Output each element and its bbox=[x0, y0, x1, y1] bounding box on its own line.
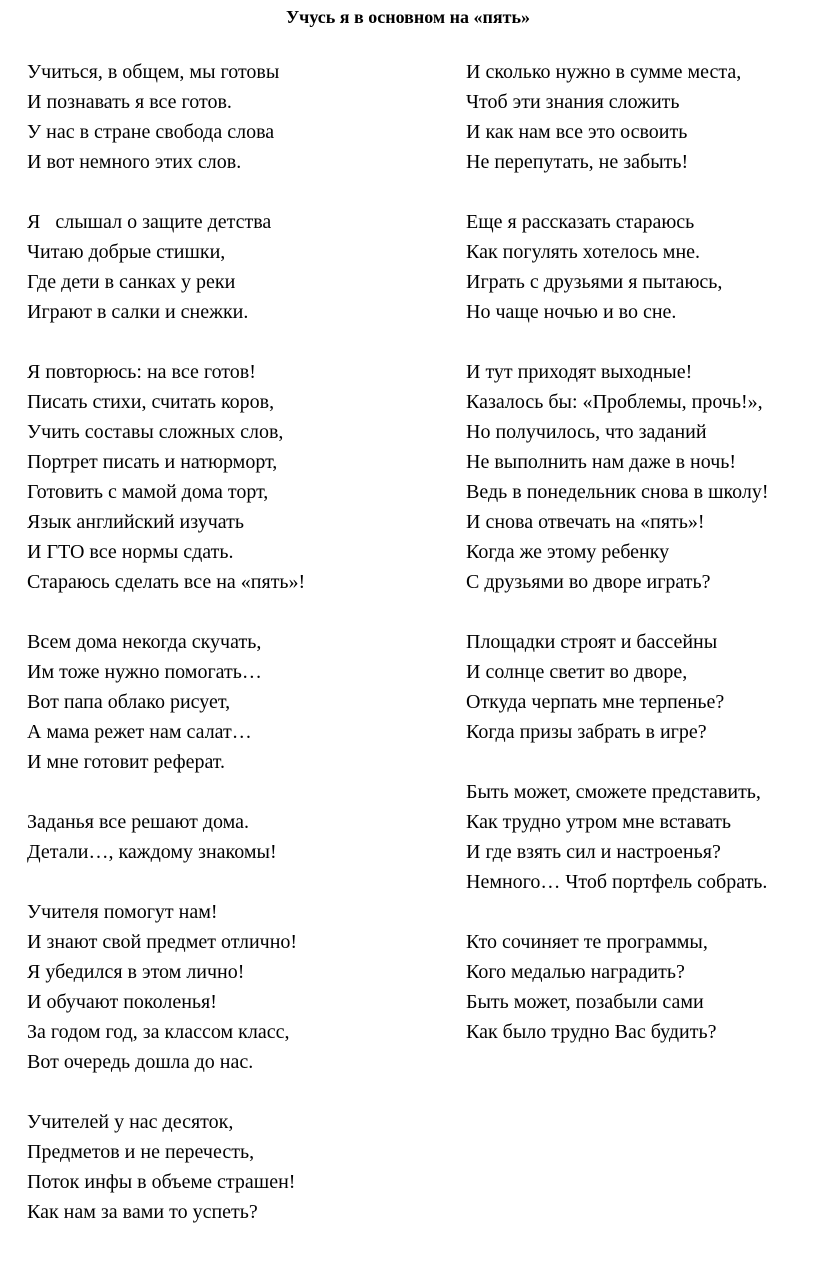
poem-line: Когда призы забрать в игре? bbox=[466, 721, 707, 743]
poem-line: И тут приходят выходные! bbox=[466, 361, 693, 383]
poem-line: Учить составы сложных слов, bbox=[27, 421, 284, 443]
poem-line: С друзьями во дворе играть? bbox=[466, 571, 711, 593]
stanza bbox=[27, 897, 427, 1077]
poem-line: Играть с друзьями я пытаюсь, bbox=[466, 271, 723, 293]
poem-line: Где дети в санках у реки bbox=[27, 271, 236, 293]
stanza bbox=[466, 927, 811, 1047]
poem-line: И знают свой предмет отлично! bbox=[27, 931, 298, 953]
poem-line: У нас в стране свобода слова bbox=[27, 121, 275, 143]
poem-line: Казалось бы: «Проблемы, прочь!», bbox=[466, 391, 763, 413]
stanza bbox=[27, 357, 427, 597]
poem-line: Как погулять хотелось мне. bbox=[466, 241, 701, 263]
poem-line: Заданья все решают дома. bbox=[27, 811, 250, 833]
poem-line: Кого медалью наградить? bbox=[466, 961, 685, 983]
poem-line: Писать стихи, считать коров, bbox=[27, 391, 275, 413]
poem-line: И обучают поколенья! bbox=[27, 991, 217, 1013]
stanza bbox=[27, 207, 427, 327]
poem-line: И мне готовит реферат. bbox=[27, 751, 226, 773]
poem-line: Играют в салки и снежки. bbox=[27, 301, 249, 323]
poem-line: Им тоже нужно помогать… bbox=[27, 661, 262, 683]
poem-line: И ГТО все нормы сдать. bbox=[27, 541, 234, 563]
poem-line: Но получилось, что заданий bbox=[466, 421, 707, 443]
poem-line: Учителей у нас десяток, bbox=[27, 1111, 234, 1133]
poem-line: Готовить с мамой дома торт, bbox=[27, 481, 269, 503]
poem-line: Но чаще ночью и во сне. bbox=[466, 301, 677, 323]
poem-line: И вот немного этих слов. bbox=[27, 151, 242, 173]
poem-line: Предметов и не перечесть, bbox=[27, 1141, 255, 1163]
poem-line: Быть может, позабыли сами bbox=[466, 991, 704, 1013]
poem-line: Учителя помогут нам! bbox=[27, 901, 218, 923]
poem-line: Кто сочиняет те программы, bbox=[466, 931, 708, 953]
poem-line: Вот папа облако рисует, bbox=[27, 691, 231, 713]
poem-line: Еще я рассказать стараюсь bbox=[466, 211, 695, 233]
poem-line: И где взять сил и настроенья? bbox=[466, 841, 721, 863]
poem-line: Читаю добрые стишки, bbox=[27, 241, 226, 263]
stanza bbox=[27, 807, 427, 867]
poem-line: Учиться, в общем, мы готовы bbox=[27, 61, 280, 83]
poem-line: Не перепутать, не забыть! bbox=[466, 151, 689, 173]
poem-line: А мама режет нам салат… bbox=[27, 721, 252, 743]
poem-line: Быть может, сможете представить, bbox=[466, 781, 761, 803]
stanza bbox=[27, 57, 427, 177]
left-column bbox=[27, 57, 427, 1257]
stanza bbox=[27, 1107, 427, 1227]
poem-line: И сколько нужно в сумме места, bbox=[466, 61, 742, 83]
poem-line: Я повторюсь: на все готов! bbox=[27, 361, 256, 383]
poem-line: Как трудно утром мне вставать bbox=[466, 811, 731, 833]
poem-line: Поток инфы в объеме страшен! bbox=[27, 1171, 296, 1193]
poem-line: Чтоб эти знания сложить bbox=[466, 91, 680, 113]
poem-line: Язык английский изучать bbox=[27, 511, 245, 533]
stanza bbox=[466, 627, 811, 747]
poem-line: За годом год, за классом класс, bbox=[27, 1021, 290, 1043]
stanza bbox=[466, 207, 811, 327]
poem-line: Откуда черпать мне терпенье? bbox=[466, 691, 725, 713]
poem-line: Вот очередь дошла до нас. bbox=[27, 1051, 254, 1073]
poem-line: Я слышал о защите детства bbox=[27, 211, 272, 233]
poem-line: Площадки строят и бассейны bbox=[466, 631, 718, 653]
stanza bbox=[466, 777, 811, 897]
poem-line: Я убедился в этом лично! bbox=[27, 961, 245, 983]
poem-line: И как нам все это освоить bbox=[466, 121, 688, 143]
right-column bbox=[466, 57, 811, 1077]
poem-line: Как нам за вами то успеть? bbox=[27, 1201, 258, 1223]
poem-line: Ведь в понедельник снова в школу! bbox=[466, 481, 769, 503]
poem-line: Не выполнить нам даже в ночь! bbox=[466, 451, 737, 473]
stanza bbox=[466, 357, 811, 597]
poem-line: Всем дома некогда скучать, bbox=[27, 631, 262, 653]
poem-line: Когда же этому ребенку bbox=[466, 541, 670, 563]
poem-line: И снова отвечать на «пять»! bbox=[466, 511, 705, 533]
poem-line: Немного… Чтоб портфель собрать. bbox=[466, 871, 768, 893]
poem-line: И познавать я все готов. bbox=[27, 91, 232, 113]
poem-title: Учусь я в основном на «пять» bbox=[285, 7, 531, 27]
poem-line: Портрет писать и натюрморт, bbox=[27, 451, 278, 473]
poem-line: И солнце светит во дворе, bbox=[466, 661, 688, 683]
stanza bbox=[27, 627, 427, 777]
poem-line: Как было трудно Вас будить? bbox=[466, 1021, 717, 1043]
poem-line: Стараюсь сделать все на «пять»! bbox=[27, 571, 306, 593]
stanza bbox=[466, 57, 811, 177]
poem-line: Детали…, каждому знакомы! bbox=[27, 841, 277, 863]
